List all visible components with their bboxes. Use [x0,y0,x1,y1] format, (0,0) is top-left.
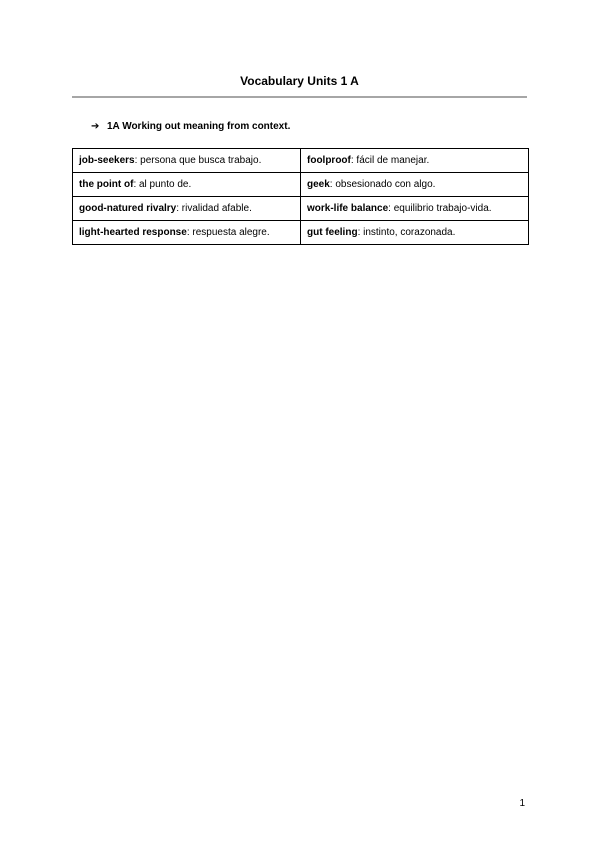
section-heading-text: 1A Working out meaning from context. [107,121,291,132]
page-title: Vocabulary Units 1 A [240,74,359,88]
table-cell [73,173,301,197]
table-row [73,221,529,245]
vocab-definition: : al punto de. [133,178,192,190]
table-cell [73,221,301,245]
vocab-term: the point of [79,178,134,190]
title-divider [72,96,527,98]
table-row [73,197,529,221]
table-row [73,149,529,173]
vocab-term: work-life balance [307,202,389,214]
table-cell [301,197,529,221]
vocab-definition: : obsesionado con algo. [329,178,436,190]
vocab-definition: : equilibrio trabajo-vida. [388,202,492,214]
vocabulary-table [72,148,529,245]
table-cell [73,197,301,221]
table-cell [301,149,529,173]
vocab-term: good-natured rivalry [79,202,177,214]
vocab-definition: : respuesta alegre. [186,226,270,238]
vocab-definition: : fácil de manejar. [350,154,430,166]
vocab-term: geek [307,178,330,190]
vocab-term: gut feeling [307,226,358,238]
page-number: 1 [519,798,525,809]
arrow-icon: ➔ [91,121,100,132]
table-cell [301,221,529,245]
table-row [73,173,529,197]
vocab-term: light-hearted response [79,226,187,238]
vocab-term: job-seekers [79,154,135,166]
vocab-definition: : persona que busca trabajo. [134,154,262,166]
vocab-definition: : instinto, corazonada. [357,226,456,238]
section-heading [91,120,290,134]
vocab-definition: : rivalidad afable. [176,202,252,214]
vocab-term: foolproof [307,154,351,166]
table-cell [73,149,301,173]
table-cell [301,173,529,197]
